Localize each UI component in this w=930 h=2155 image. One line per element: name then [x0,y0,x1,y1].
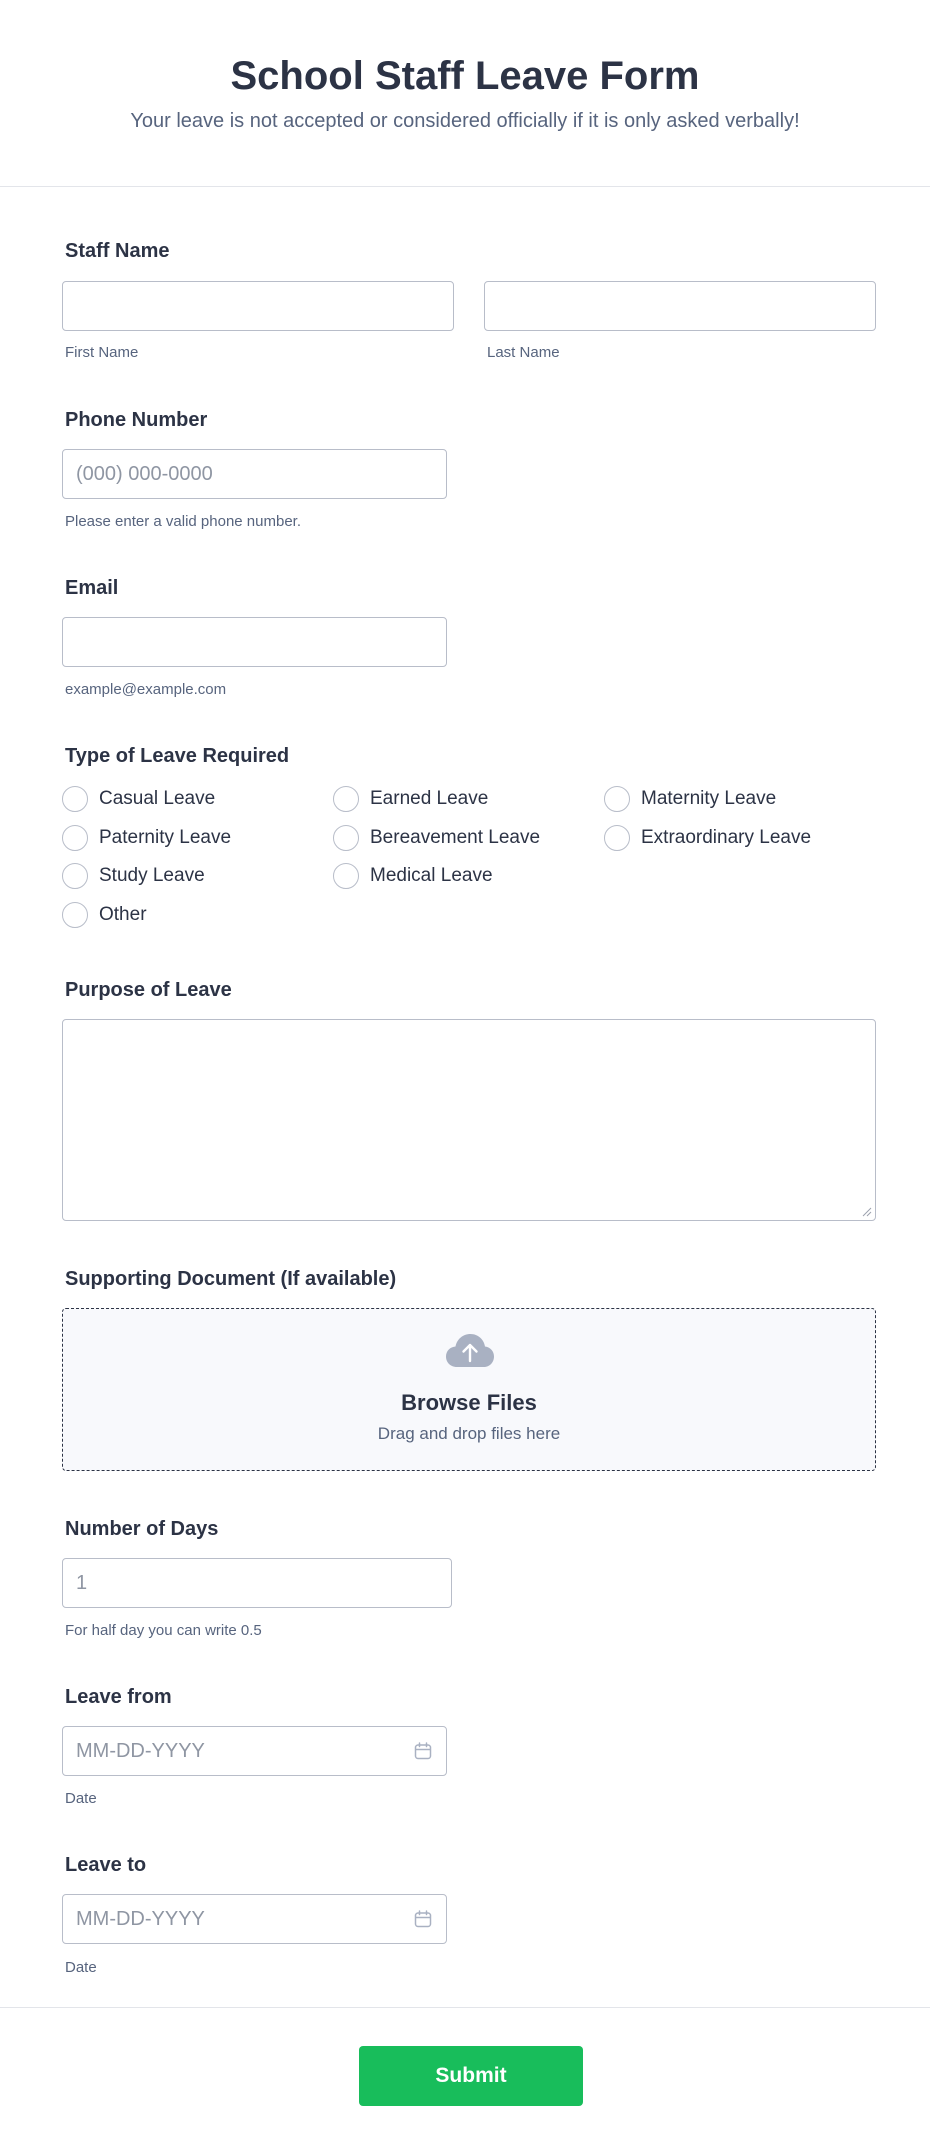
staff-name-label: Staff Name [65,240,170,262]
radio-maternity-leave[interactable] [604,785,776,813]
calendar-icon[interactable] [414,1910,432,1928]
leave-from-label: Leave from [65,1686,172,1708]
leave-type-label: Type of Leave Required [65,745,290,767]
days-label: Number of Days [65,1518,219,1540]
leave-to-date-input[interactable] [62,1894,447,1944]
leave-to-sublabel: Date [65,1959,97,1976]
days-hint: For half day you can write 0.5 [65,1622,262,1639]
last-name-sublabel: Last Name [487,344,560,361]
radio-label: Extraordinary Leave [641,827,812,848]
radio-study-leave[interactable] [62,862,205,890]
radio-circle[interactable] [604,786,630,812]
last-name-input[interactable] [484,281,876,331]
form-header [0,0,930,187]
radio-other[interactable] [62,901,147,929]
phone-hint: Please enter a valid phone number. [65,513,301,530]
email-hint: example@example.com [65,681,227,698]
purpose-textarea[interactable] [62,1019,876,1221]
file-dropzone[interactable] [62,1308,876,1471]
radio-label: Bereavement Leave [370,827,541,848]
purpose-label: Purpose of Leave [65,979,232,1001]
first-name-input[interactable] [62,281,454,331]
radio-extraordinary-leave[interactable] [604,824,811,852]
radio-label: Maternity Leave [641,788,777,809]
phone-label: Phone Number [65,409,208,431]
radio-label: Medical Leave [370,865,493,886]
radio-circle[interactable] [62,902,88,928]
days-input[interactable] [62,1558,452,1608]
phone-input[interactable] [62,449,447,499]
radio-circle[interactable] [604,825,630,851]
first-name-sublabel: First Name [65,344,139,361]
submit-button[interactable]: Submit [359,2046,583,2106]
leave-from-sublabel: Date [65,1790,97,1807]
leave-from-date-input[interactable] [62,1726,447,1776]
radio-circle[interactable] [333,863,359,889]
radio-circle[interactable] [62,825,88,851]
leave-to-label: Leave to [65,1854,147,1876]
radio-label: Casual Leave [99,788,216,809]
email-input[interactable] [62,617,447,667]
drag-drop-text: Drag and drop files here [377,1424,561,1443]
cloud-upload-icon [445,1333,495,1369]
resize-grip-icon[interactable] [860,1205,872,1217]
form-title: School Staff Leave Form [230,54,700,98]
radio-medical-leave[interactable] [333,862,493,890]
form-subtitle: Your leave is not accepted or considered officially if it is only asked verbally! [130,110,800,132]
radio-circle[interactable] [333,786,359,812]
radio-label: Study Leave [99,865,205,886]
radio-label: Earned Leave [370,788,489,809]
calendar-icon[interactable] [414,1742,432,1760]
radio-circle[interactable] [62,786,88,812]
radio-paternity-leave[interactable] [62,824,231,852]
radio-casual-leave[interactable] [62,785,215,813]
browse-files-button[interactable]: Browse Files [401,1390,537,1415]
document-label: Supporting Document (If available) [65,1268,397,1290]
radio-earned-leave[interactable] [333,785,488,813]
radio-circle[interactable] [62,863,88,889]
radio-bereavement-leave[interactable] [333,824,540,852]
radio-label: Paternity Leave [99,827,232,848]
email-label: Email [65,577,119,599]
radio-label: Other [99,904,147,925]
radio-circle[interactable] [333,825,359,851]
footer-divider [0,2007,930,2008]
